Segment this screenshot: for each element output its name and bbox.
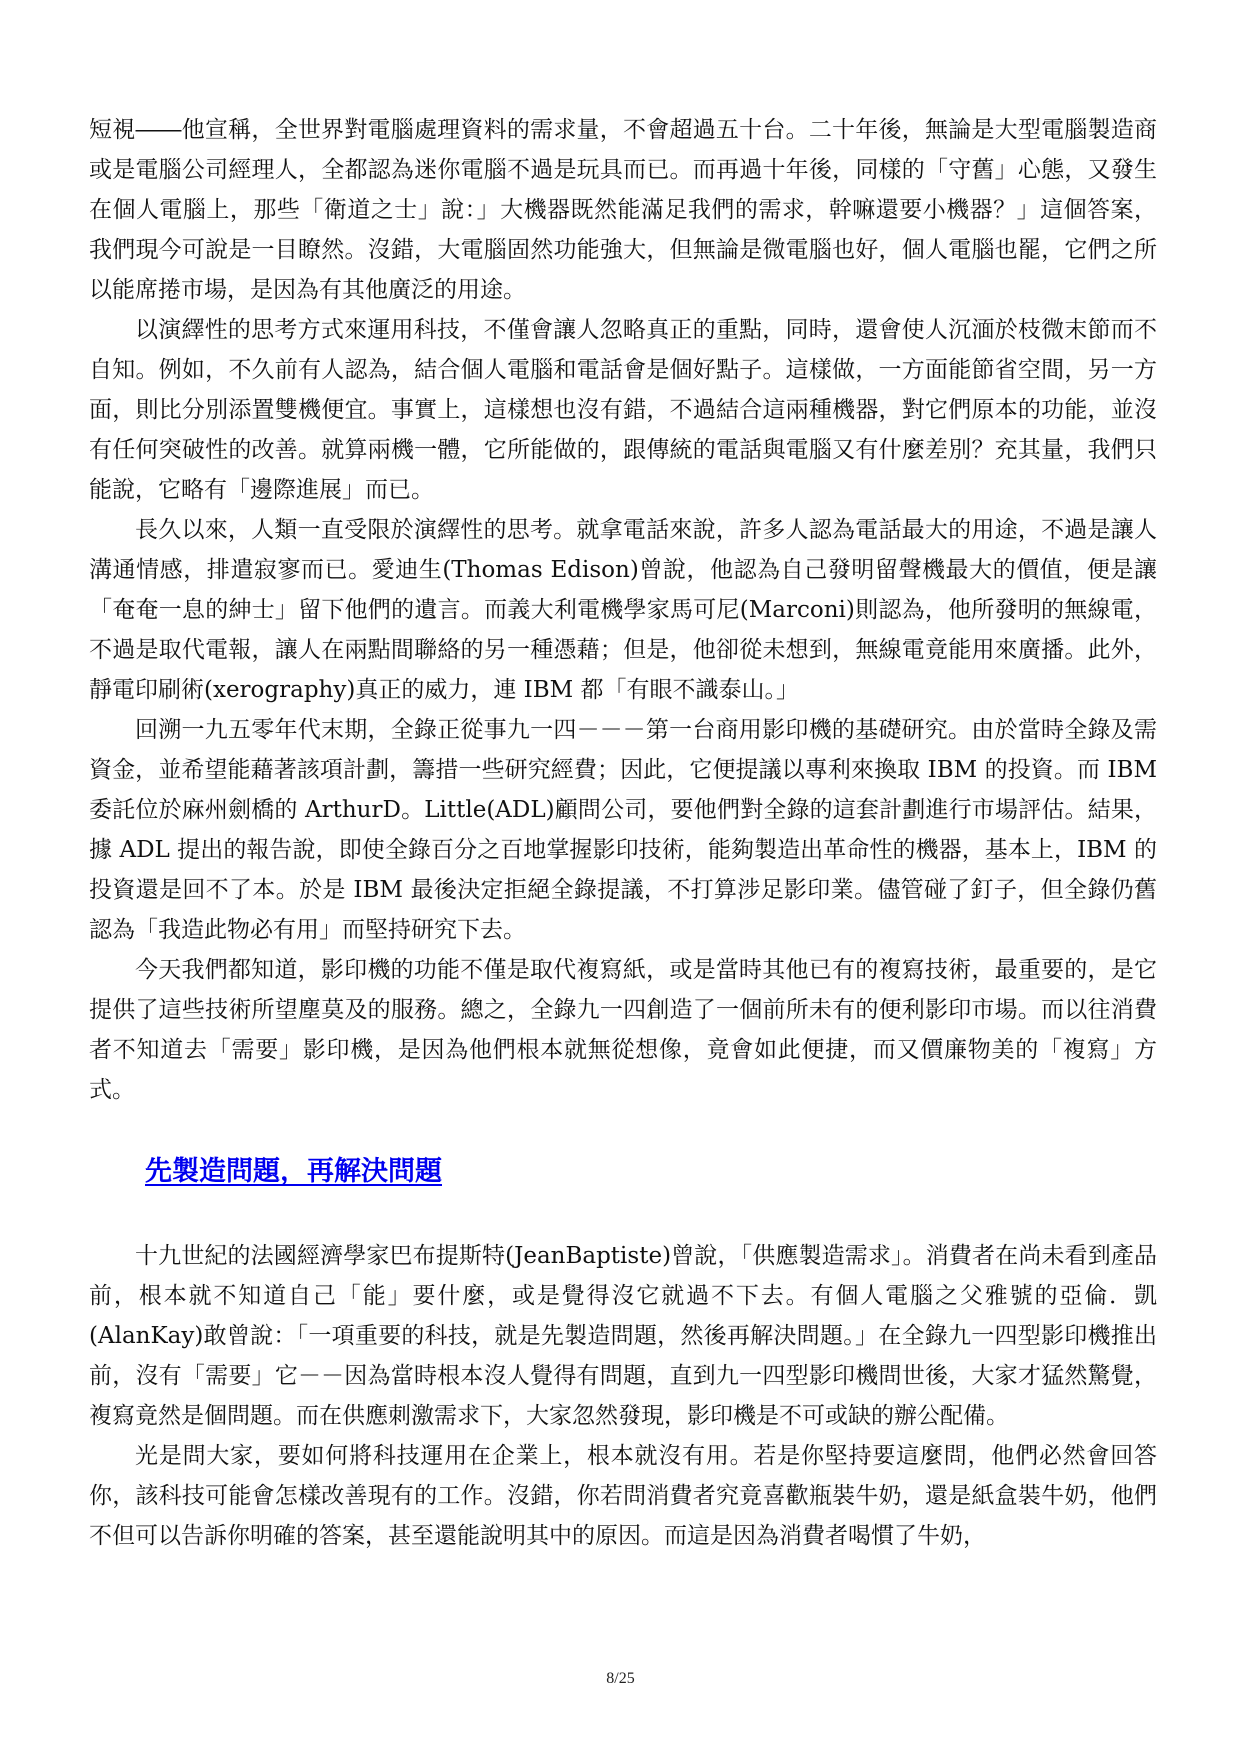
body-paragraph: 長久以來，人類一直受限於演繹性的思考。就拿電話來說，許多人認為電話最大的用途，不過是讓人溝通情感，排遣寂寥而已。愛迪生(Thomas Edison)曾說，他認為自己發明留聲機最大的價值，便是讓「奄奄一息的紳士」留下他們的遺言。而義大利電機學家馬可尼(Marconi)則認為，他所發明的無線電，不過是取代電報，讓人在兩點間聯絡的另一種憑藉；但是，他卻從未想到，無線電竟能用來廣播。此外，靜電印刷術(xerography)真正的威力，連 IBM 都「有眼不識泰山。」 — [89, 517, 1157, 703]
section-heading-link[interactable]: 先製造問題，再解決問題 — [145, 1156, 442, 1187]
body-paragraph: 回溯一九五零年代末期，全錄正從事九一四－－－第一台商用影印機的基礎研究。由於當時全錄及需資金，並希望能藉著該項計劃，籌措一些研究經費；因此，它便提議以專利來換取 IBM 的投資。而 IBM 委託位於麻州劍橋的 ArthurD。Little(ADL)顧問公司，要他們對全錄的這套計劃進行市場評估。結果，據 ADL 提出的報告說，即使全錄百分之百地掌握影印技術，能夠製造出革命性的機器，基本上，IBM 的投資還是回不了本。於是 IBM 最後決定拒絕全錄提議，不打算涉足影印業。儘管碰了釘子，但全錄仍舊認為「我造此物必有用」而堅持研究下去。 — [89, 717, 1157, 943]
body-paragraph: 以演繹性的思考方式來運用科技，不僅會讓人忽略真正的重點，同時，還會使人沉湎於枝微末節而不自知。例如，不久前有人認為，結合個人電腦和電話會是個好點子。這樣做，一方面能節省空間，另一方面，則比分別添置雙機便宜。事實上，這樣想也沒有錯，不過結合這兩種機器，對它們原本的功能，並沒有任何突破性的改善。就算兩機一體，它所能做的，跟傳統的電話與電腦又有什麼差別？充其量，我們只能說，它略有「邊際進展」而已。 — [89, 317, 1157, 503]
body-paragraph: 十九世紀的法國經濟學家巴布提斯特(JeanBaptiste)曾說，「供應製造需求」。消費者在尚未看到產品前，根本就不知道自己「能」要什麼，或是覺得沒它就過不下去。有個人電腦之父雅號的亞倫．凱(AlanKay)敢曾說：「一項重要的科技，就是先製造問題，然後再解決問題。」在全錄九一四型影印機推出前，沒有「需要」它－－因為當時根本沒人覺得有問題，直到九一四型影印機問世後，大家才猛然驚覺，複寫竟然是個問題。而在供應刺激需求下，大家忽然發現，影印機是不可或缺的辦公配備。 — [89, 1243, 1157, 1429]
body-paragraph: 今天我們都知道，影印機的功能不僅是取代複寫紙，或是當時其他已有的複寫技術，最重要的，是它提供了這些技術所望塵莫及的服務。總之，全錄九一四創造了一個前所未有的便利影印市場。而以往消費者不知道去「需要」影印機，是因為他們根本就無從想像，竟會如此便捷，而又價廉物美的「複寫」方式。 — [89, 957, 1157, 1103]
page-number: 8/25 — [606, 1670, 635, 1687]
body-paragraph: 光是問大家，要如何將科技運用在企業上，根本就沒有用。若是你堅持要這麼問，他們必然會回答你，該科技可能會怎樣改善現有的工作。沒錯，你若問消費者究竟喜歡瓶裝牛奶，還是紙盒裝牛奶，他們不但可以告訴你明確的答案，甚至還能說明其中的原因。而這是因為消費者喝慣了牛奶， — [89, 1443, 1157, 1549]
document-body — [89, 110, 1157, 1556]
body-paragraph: 短視――他宣稱，全世界對電腦處理資料的需求量，不會超過五十台。二十年後，無論是大型電腦製造商或是電腦公司經理人，全都認為迷你電腦不過是玩具而已。而再過十年後，同樣的「守舊」心態，又發生在個人電腦上，那些「衛道之士」說：」大機器既然能滿足我們的需求，幹嘛還要小機器？」這個答案，我們現今可說是一目瞭然。沒錯，大電腦固然功能強大，但無論是微電腦也好，個人電腦也罷，它們之所以能席捲市場，是因為有其他廣泛的用途。 — [89, 117, 1157, 303]
